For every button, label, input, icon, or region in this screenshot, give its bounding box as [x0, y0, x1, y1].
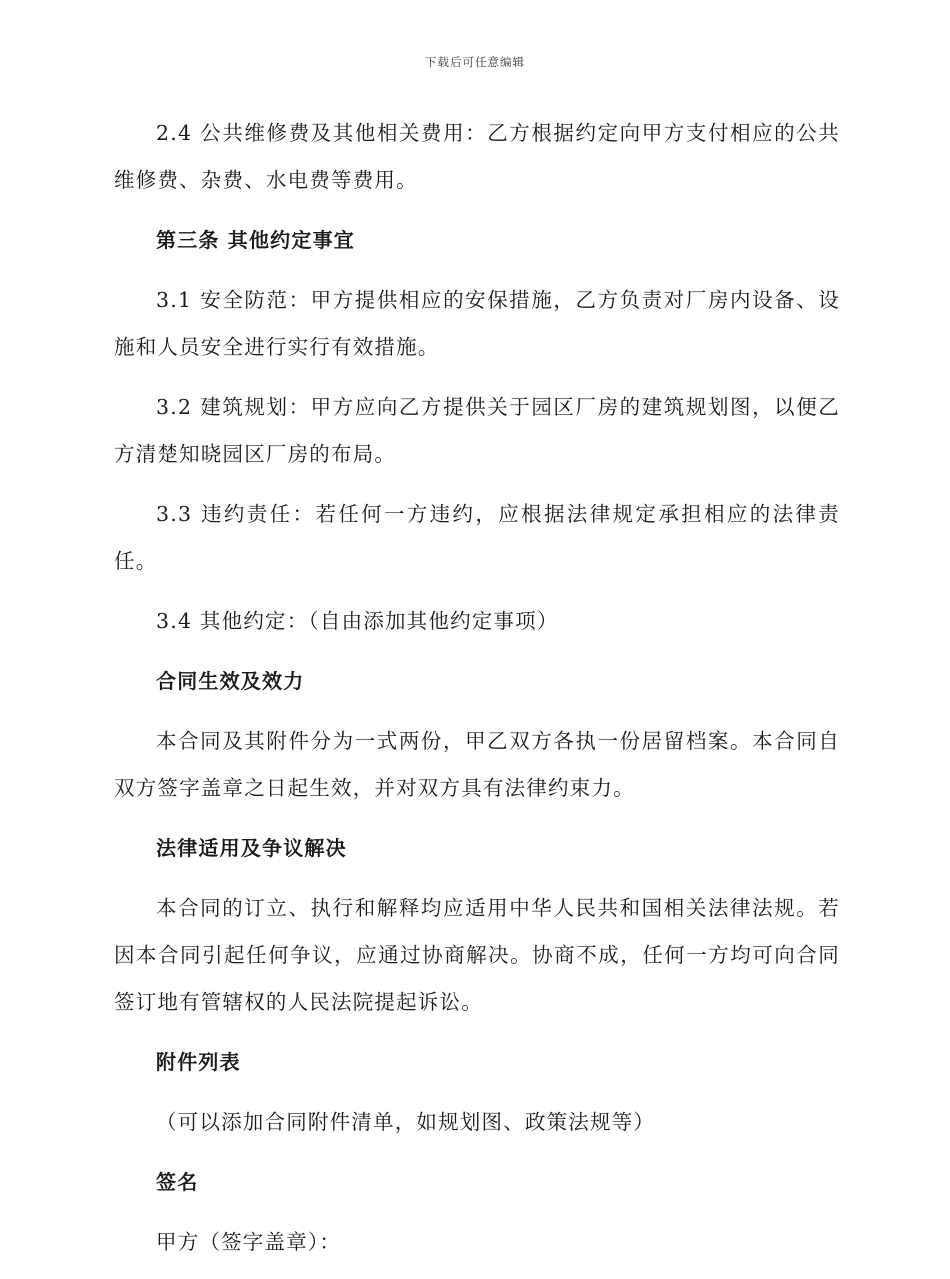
heading-signature: 签名: [156, 1170, 199, 1194]
heading-governing-law: 法律适用及争议解决: [156, 836, 347, 860]
heading-contract-effect: 合同生效及效力: [156, 669, 305, 693]
party-a-signature-line: 甲方（签字盖章）：: [156, 1230, 342, 1254]
clause-3-4: 3.4 其他约定：（自由添加其他约定事项）: [156, 609, 559, 633]
heading-article-3: 第三条 其他约定事宜: [156, 228, 355, 252]
paragraph-governing-law: 本合同的订立、执行和解释均应适用中华人民共和国相关法律法规。若因本合同引起任何争议，应通过协商解决。协商不成，任何一方均可向合同签订地有管辖权的人民法院提起诉讼。: [114, 896, 840, 1014]
clause-3-2: 3.2 建筑规划：甲方应向乙方提供关于园区厂房的建筑规划图，以便乙方清楚知晓园区厂房的布局。: [114, 395, 840, 466]
paragraph-attachments: （可以添加合同附件清单，如规划图、政策法规等）: [156, 1110, 656, 1134]
clause-3-1: 3.1 安全防范：甲方提供相应的安保措施，乙方负责对厂房内设备、设施和人员安全进行实行有效措施。: [114, 288, 840, 359]
paragraph-contract-effect: 本合同及其附件分为一式两份，甲乙双方各执一份居留档案。本合同自双方签字盖章之日起生效，并对双方具有法律约束力。: [114, 729, 840, 800]
clause-3-3: 3.3 违约责任：若任何一方违约，应根据法律规定承担相应的法律责任。: [114, 502, 840, 573]
clause-2-4: 2.4 公共维修费及其他相关费用：乙方根据约定向甲方支付相应的公共维修费、杂费、水电费等费用。: [114, 121, 840, 192]
page-header: 下载后可任意编辑: [425, 55, 525, 69]
heading-attachments: 附件列表: [156, 1050, 241, 1074]
document-body: [114, 110, 840, 1279]
